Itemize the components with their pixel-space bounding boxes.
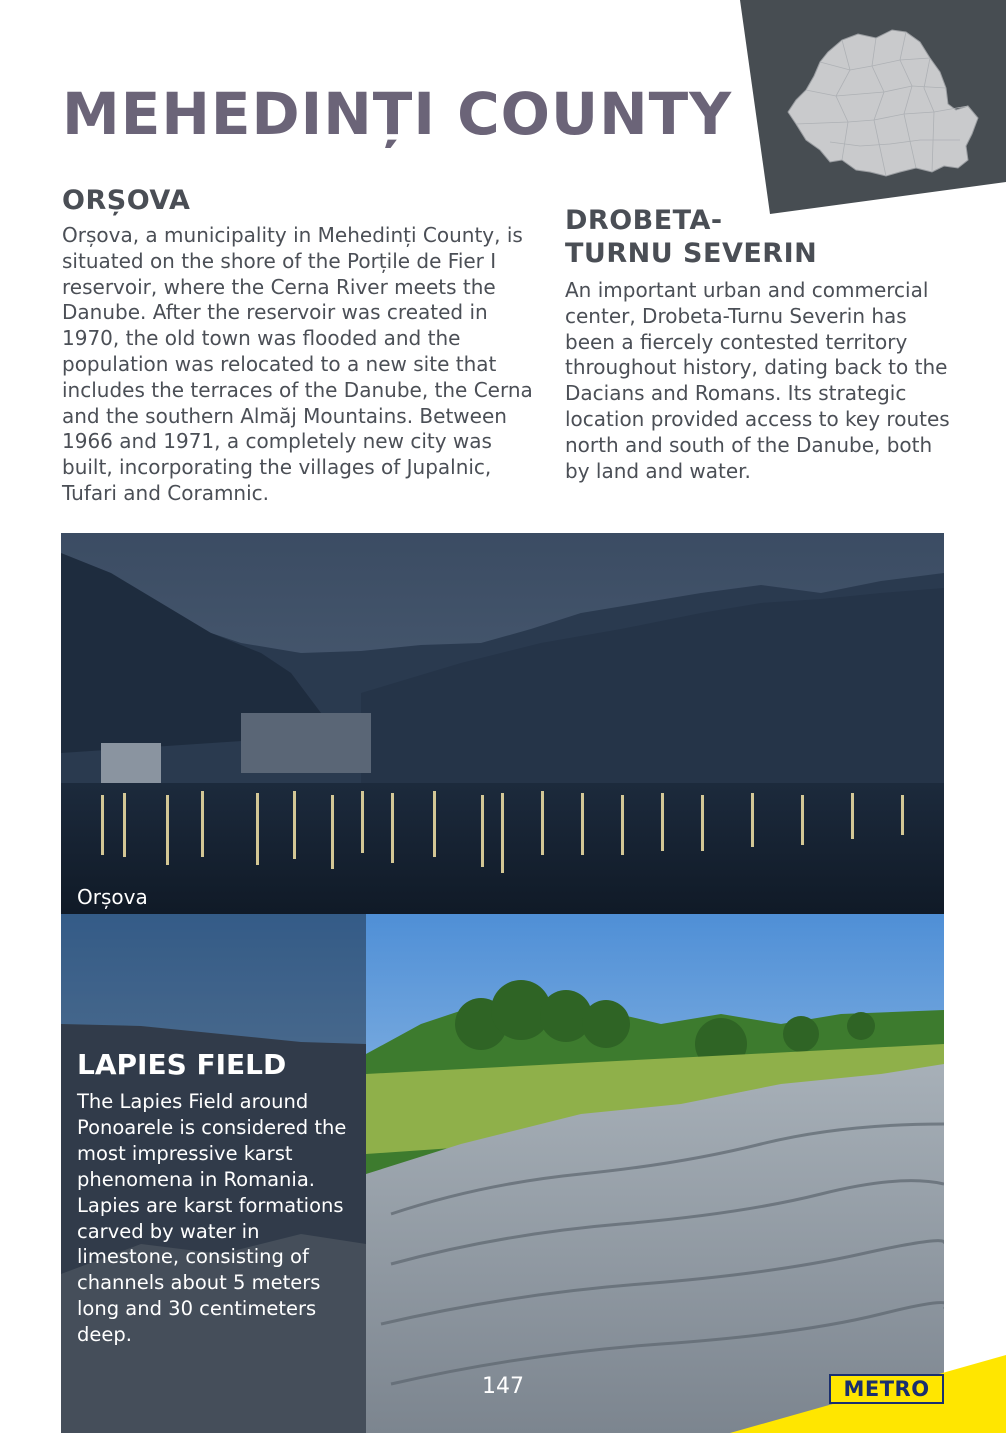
- page-title: MEHEDINȚI COUNTY: [62, 80, 733, 148]
- orsova-text: Orșova, a municipality in Mehedinți County, is situated on the shore of the Porțile de Fier I reservoir, where the Cerna River meets the Danube. After the reservoir was created in 1970, the old town was flooded and the population was relocated to a new site that includes the terraces of the Danube, the Cerna and the southern Almăj Mountains. Between 1966 and 1971, a completely new city was built, incorporating the villages of Jupalnic, Tufari and Coramnic.: [62, 223, 533, 505]
- lapies-text: The Lapies Field around Ponoarele is considered the most impressive karst phenomena in Romania. Lapies are karst formations carved by water in limestone, consisting of channels about 5 meters long and 30 centimeters deep.: [77, 1090, 347, 1347]
- drobeta-section: [565, 204, 955, 484]
- drobeta-heading: [565, 204, 955, 270]
- drobeta-heading-line2: TURNU SEVERIN: [565, 238, 818, 269]
- orsova-section: [62, 184, 542, 507]
- metro-logo: [829, 1374, 944, 1404]
- orsova-caption: Orșova: [77, 885, 148, 909]
- page-number: 147: [482, 1374, 524, 1399]
- drobeta-heading-line1: DROBETA-: [565, 205, 723, 236]
- metro-logo-text: METRO: [843, 1377, 930, 1401]
- lapies-heading: LAPIES FIELD: [77, 1048, 287, 1081]
- orsova-photo: [61, 533, 944, 914]
- orsova-heading: ORȘOVA: [62, 185, 191, 216]
- drobeta-text: An important urban and commercial center, Drobeta-Turnu Severin has been a fiercely contested territory throughout history, dating back to the Dacians and Romans. Its strategic location provided access to key routes north and south of the Danube, both by land and water.: [565, 278, 950, 483]
